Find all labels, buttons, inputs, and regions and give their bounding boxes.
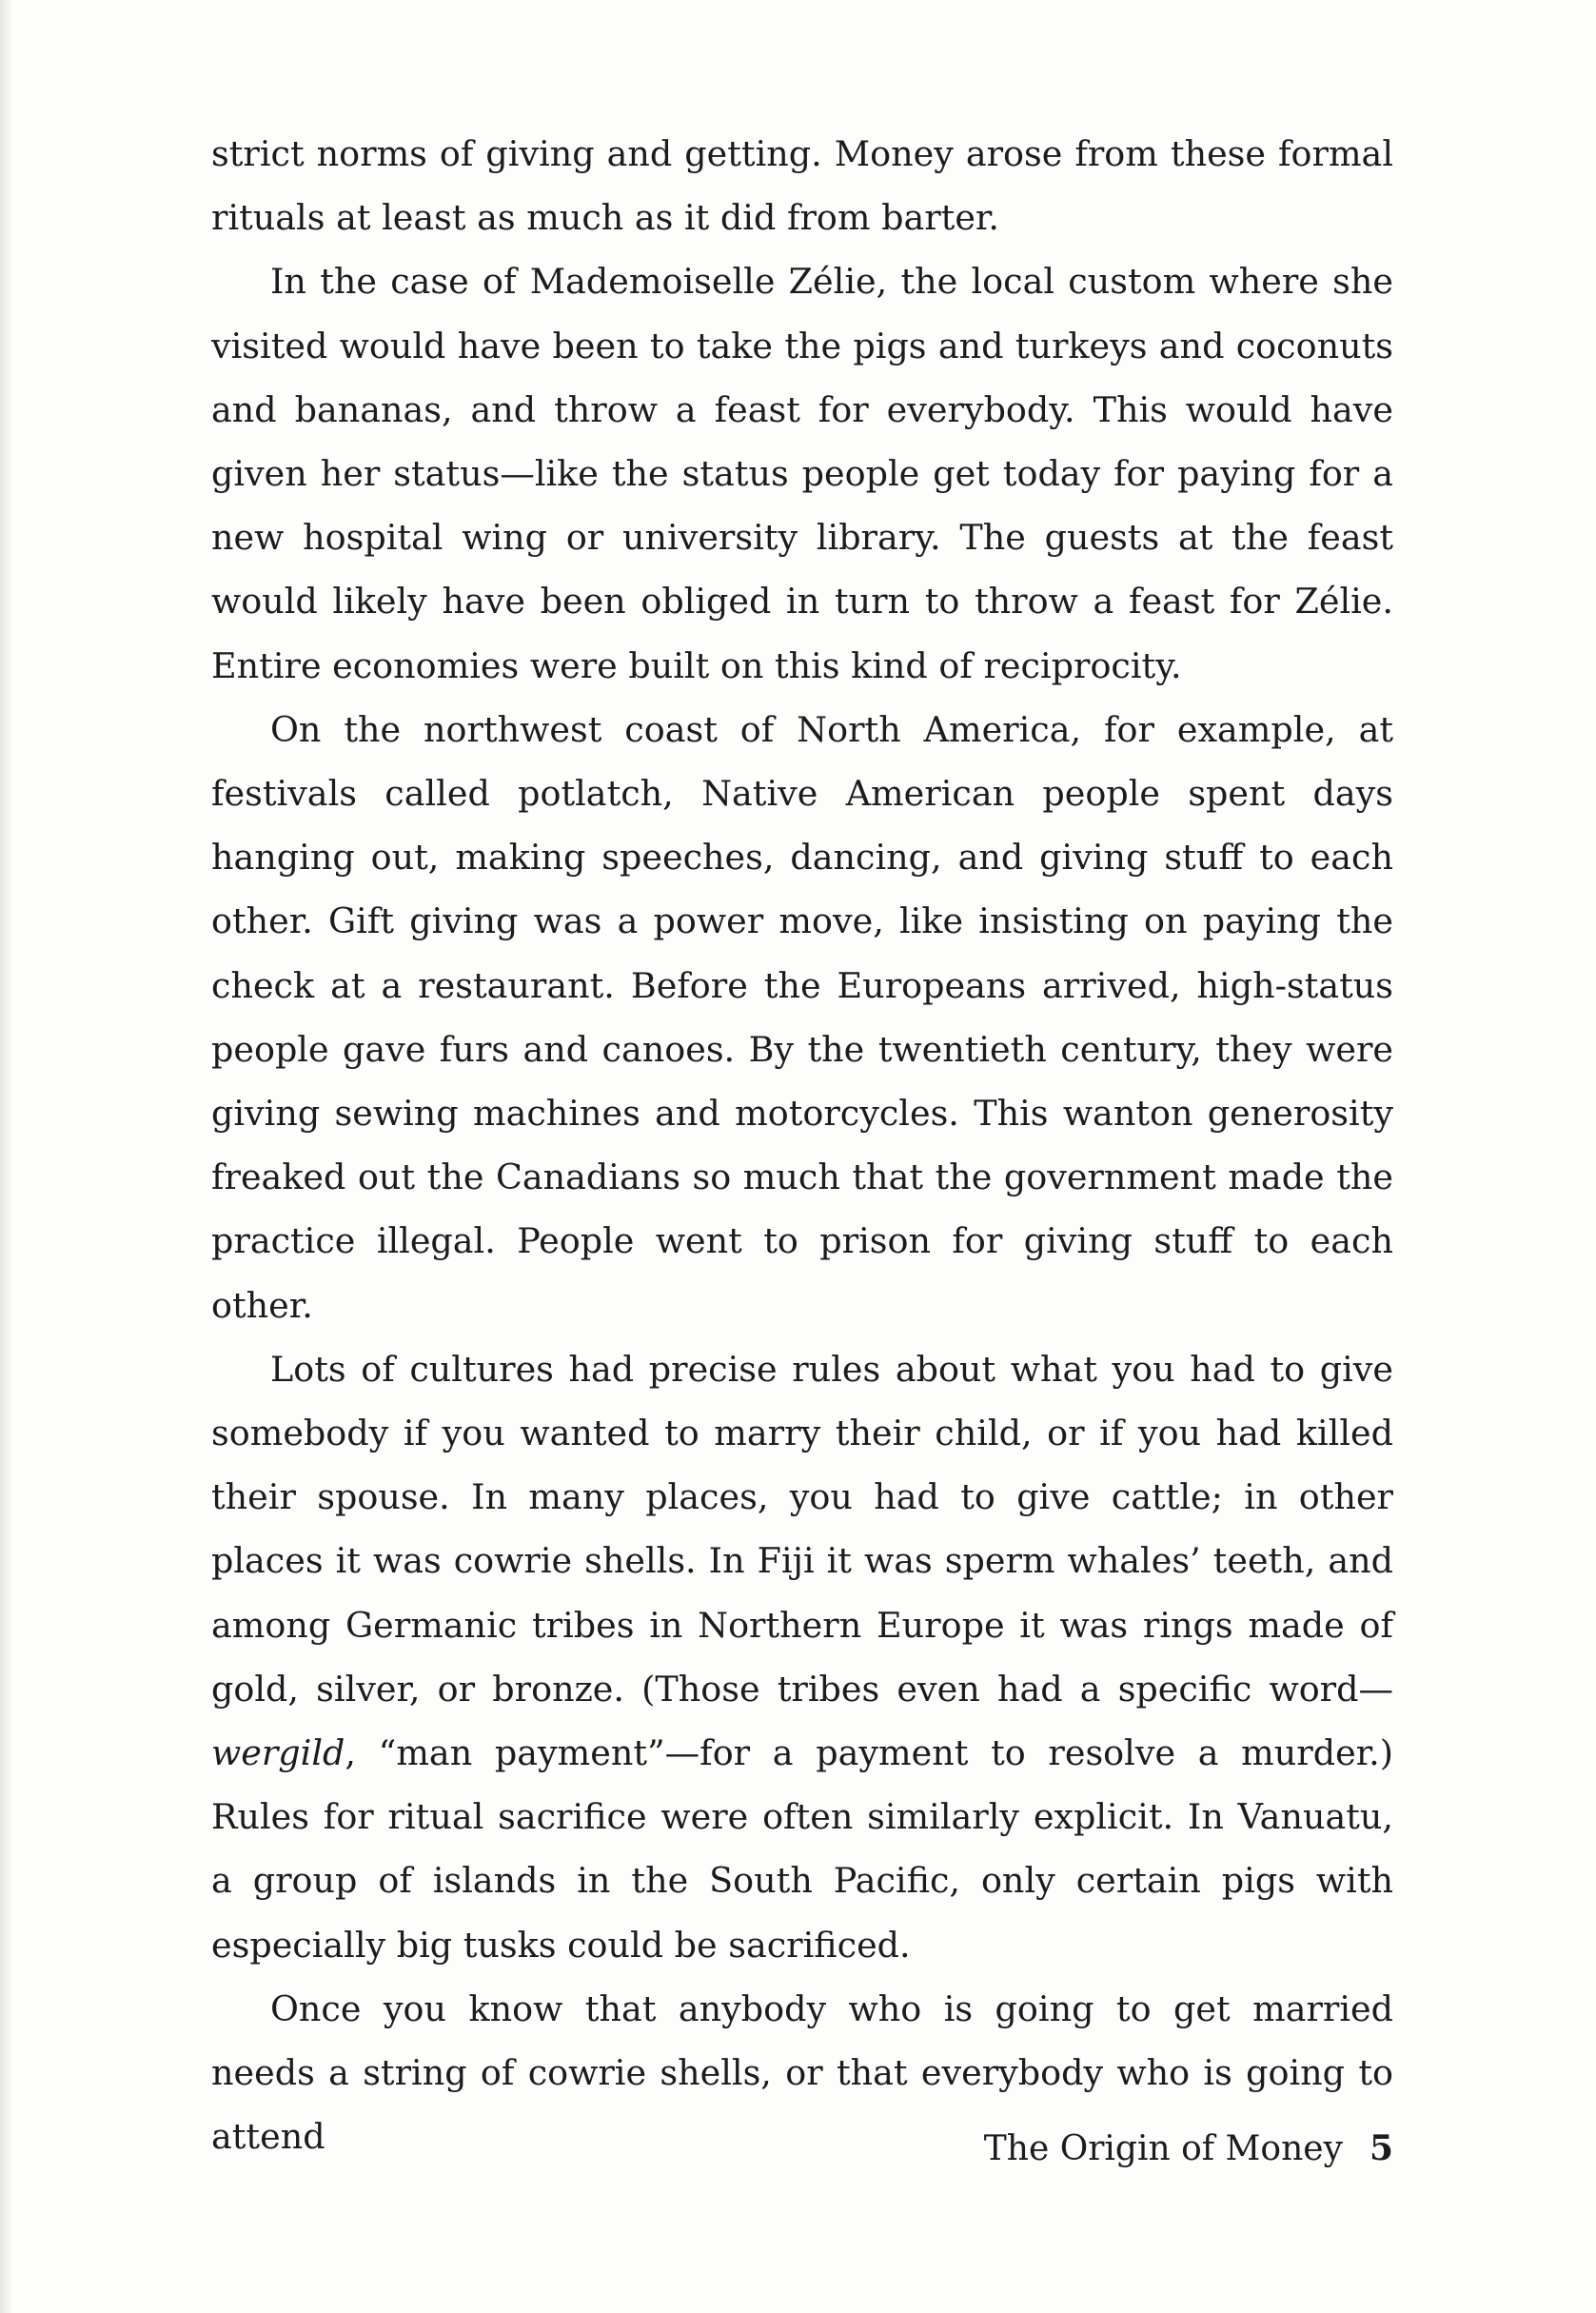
paragraph-4	[211, 1337, 1393, 1977]
page-gutter-shadow	[0, 0, 13, 2313]
running-title: The Origin of Money	[983, 2129, 1343, 2168]
italic-term-wergild: wergild	[211, 1732, 345, 1774]
paragraph-5: Once you know that anybody who is going to get married needs a string of cowrie shells, or that everybody who is going to attend	[211, 1987, 1393, 2158]
paragraph-3: On the northwest coast of North America, for example, at festivals called potlatch, Native American people spent days hanging out, making speeches, dancing, and giving stuff to each other. Gift giving was a power move, like insisting on paying the check at a restaurant. Before the Europeans arrived, high-status people gave furs and canoes. By the twentieth century, they were giving sewing machines and motorcycles. This wanton generosity freaked out the Canadians so much that the government made the practice illegal. People went to prison for giving stuff to each other.	[211, 708, 1393, 1326]
page-number: 5	[1369, 2128, 1393, 2168]
paragraph-4-text-after: , “man payment”—for a payment to resolve a murder.) Rules for ritual sacrifice were often similarly explicit. In Vanuatu, a group of islands in the South Pacific, only certain pigs with especially big tusks could be sacrificed.	[211, 1732, 1393, 1966]
page-footer	[0, 2125, 1393, 2173]
paragraph-4-text-before: Lots of cultures had precise rules about what you had to give somebody if you wanted to marry their child, or if you had killed their spouse. In many places, you had to give cattle; in other places it was cowrie shells. In Fiji it was sperm whales’ teeth, and among Germanic tribes in Northern Europe it was rings made of gold, silver, or bronze. (Those tribes even had a specific word—	[211, 1348, 1393, 1710]
paragraph-1: strict norms of giving and getting. Money arose from these formal rituals at least as much as it did from barter.	[211, 133, 1393, 239]
paragraph-2: In the case of Mademoiselle Zélie, the local custom where she visited would have been to take the pigs and turkeys and coconuts and bananas, and throw a feast for everybody. This would have given her status—like the status people get today for paying for a new hospital wing or university library. The guests at the feast would likely have been obliged in turn to throw a feast for Zélie. Entire economies were built on this kind of reciprocity.	[211, 261, 1393, 686]
body-text	[211, 122, 1393, 2169]
